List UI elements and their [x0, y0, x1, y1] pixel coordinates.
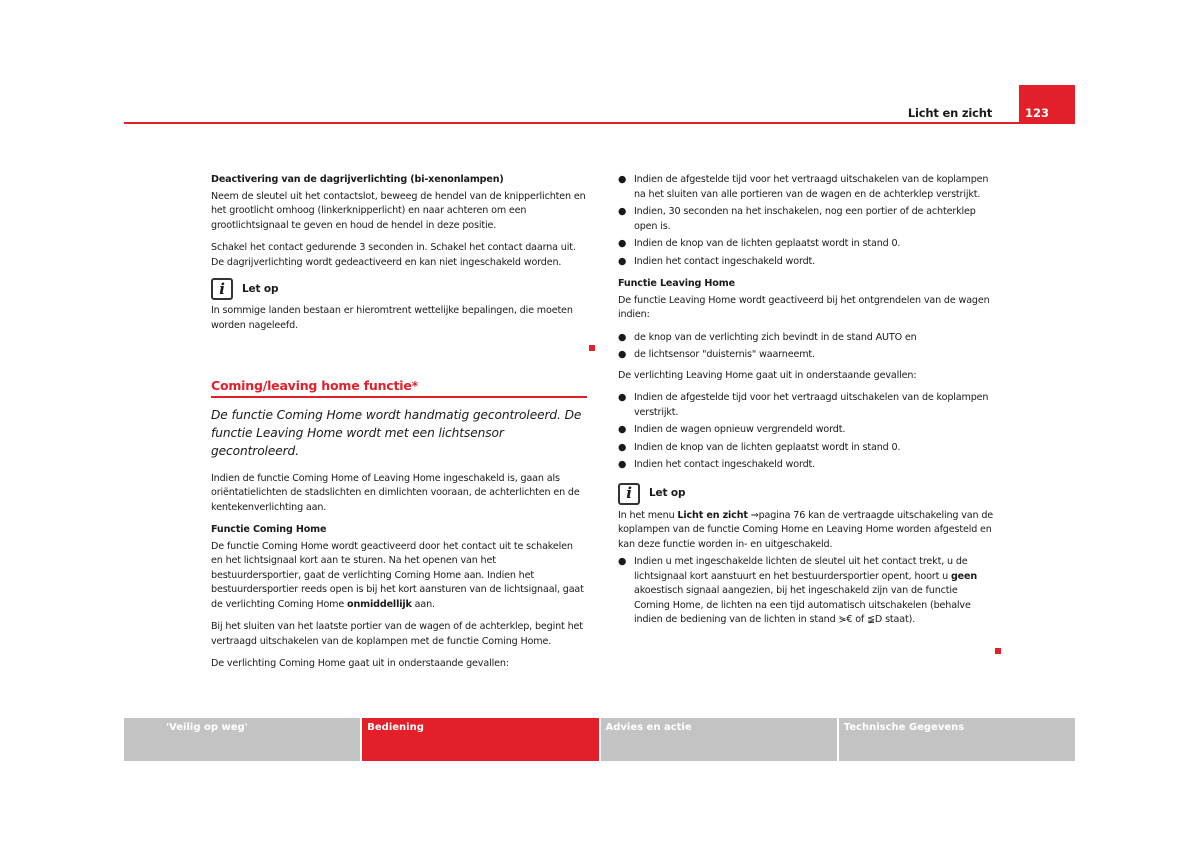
section-intro: De functie Coming Home wordt handmatig gecontroleerd. De functie Leaving Home wordt met een lichtsensor gecontroleerd. [211, 407, 582, 458]
note-title: Let op [649, 487, 686, 500]
deactivation-heading: Deactivering van de dagrijverlichting (bi-xenonlampen) [211, 174, 504, 185]
note-title: Let op [242, 282, 279, 295]
footer-tabs [124, 718, 1075, 761]
coming-home-paragraph-1: De functie Coming Home wordt geactiveerd door het contact uit te schakelen en het lichtsignaal kort aan te sturen. Na het openen van het bestuurdersportier, gaat de verlichting Coming Home aan. Indien het bestuurdersportier reeds open is bij het kort aansturen van de lichtsignaal, gaat de verlichting Coming Home onmiddellijk aan. [211, 540, 584, 610]
coming-home-paragraph-3: De verlichting Coming Home gaat uit in onderstaande gevallen: [211, 658, 509, 669]
leaving-home-off-list [618, 391, 994, 473]
info-icon: i [618, 483, 640, 505]
section-title: Coming/leaving home functie* [211, 378, 418, 393]
leaving-home-paragraph-2: De verlichting Leaving Home gaat uit in onderstaande gevallen: [618, 369, 917, 381]
section-end-mark [589, 345, 595, 351]
list-item: ● Indien, 30 seconden na het inschakelen, nog een portier of de achterklep open is. [618, 206, 976, 232]
intro-paragraph: Indien de functie Coming Home of Leaving Home ingeschakeld is, gaan als oriëntatielichten de stadslichten en dimlichten vooraan, de achterlichten en de kentekenverlichting aan. [211, 472, 580, 513]
list-item: ● de knop van de verlichting zich bevindt in de stand AUTO en [618, 331, 917, 343]
note-paragraph-2: ● Indien u met ingeschakelde lichten de sleutel uit het contact trekt, u de lichtsignaal kort aanstuurt en het bestuurdersportier opent, hoort u geen akoestisch signaal aangezien, bij het ingeschakeld zijn van de functie Coming Home, de lichten na een tijd automatisch uitschakelen (behalve indien de bediening van de lichten in stand ⋟€ of ≨D staat). [618, 556, 978, 625]
deactivation-paragraph-2: Schakel het contact gedurende 3 seconden in. Schakel het contact daarna uit. De dagrijverlichting wordt gedeactiveerd en kan niet ingeschakeld worden. [211, 242, 576, 268]
right-column [618, 173, 994, 631]
note-text: In sommige landen bestaan er hieromtrent wettelijke bepalingen, die moeten worden nageleefd. [211, 305, 573, 331]
page-number-tab [1019, 85, 1075, 124]
list-item: ● Indien het contact ingeschakeld wordt. [618, 255, 816, 267]
list-item: ● Indien het contact ingeschakeld wordt. [618, 459, 816, 470]
note-heading [211, 278, 587, 300]
coming-home-off-list [618, 173, 994, 269]
tab-advies-en-actie[interactable]: Advies en actie [601, 718, 837, 761]
coming-home-paragraph-2: Bij het sluiten van het laatste portier van de wagen of de achterklep, begint het vertraagd uitschakelen van de koplampen met de functie Coming Home. [211, 621, 583, 647]
list-item: ● Indien de wagen opnieuw vergrendeld wordt. [618, 424, 846, 435]
list-item: ● Indien de afgestelde tijd voor het vertraagd uitschakelen van de koplampen verstrijkt. [618, 392, 989, 418]
section-rule [211, 396, 587, 398]
list-item: ● de lichtsensor "duisternis" waarneemt. [618, 349, 815, 360]
info-icon: i [211, 278, 233, 300]
tab-bediening[interactable]: Bediening [362, 718, 598, 761]
page-number: 123 [1025, 106, 1050, 120]
leaving-home-paragraph-1: De functie Leaving Home wordt geactiveerd bij het ontgrendelen van de wagen indien: [618, 294, 990, 320]
leaving-home-heading: Functie Leaving Home [618, 278, 735, 289]
note-paragraph-1: In het menu Licht en zicht ⇒pagina 76 kan de vertraagde uitschakeling van de koplampen van de functie Coming Home en Leaving Home worden afgesteld en kan deze functie worden in- en uitgeschakeld. [618, 509, 994, 550]
coming-home-heading: Functie Coming Home [211, 524, 327, 535]
tab-technische-gegevens[interactable]: Technische Gegevens [839, 718, 1075, 761]
deactivation-paragraph-1: Neem de sleutel uit het contactslot, beweeg de hendel van de knipperlichten en het grootlicht omhoog (linkerknipperlicht) en naar achteren om een grootlichtsignaal te geven en houd de hendel in deze positie. [211, 190, 586, 231]
header-rule [124, 122, 1075, 124]
tab-veilig-op-weg[interactable]: 'Veilig op weg' [124, 718, 360, 761]
list-item: ● Indien de knop van de lichten geplaatst wordt in stand 0. [618, 238, 901, 249]
list-item: ● Indien de knop van de lichten geplaatst wordt in stand 0. [618, 441, 901, 453]
note-heading [618, 483, 994, 505]
left-column [211, 173, 587, 680]
leaving-home-on-list [618, 331, 994, 363]
section-end-mark [995, 648, 1001, 654]
chapter-title: Licht en zicht [907, 106, 992, 120]
list-item: ● Indien de afgestelde tijd voor het vertraagd uitschakelen van de koplampen na het sluiten van alle portieren van de wagen en de achterklep verstrijkt. [618, 174, 989, 200]
